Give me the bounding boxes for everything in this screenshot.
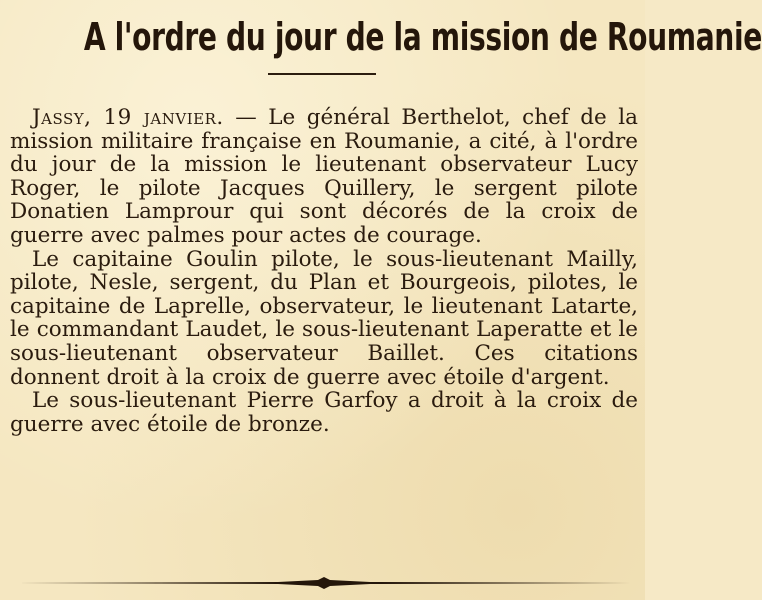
headline-divider: [268, 73, 376, 75]
headline: A l'ordre du jour de la mission de Roumanie: [83, 15, 762, 59]
paragraph-3: Le sous-lieutenant Pierre Garfoy a droit à la croix de guerre avec étoile de bronze.: [10, 388, 638, 437]
paragraph-1-text: — Le général Berthelot, chef de la mission militaire française en Roumanie, a cité, à l'ordre du jour de la mission le lieutenant observateur Lucy Roger, le pilote Jacques Quillery, le sergent pilote Donatien Lamprour qui sont décorés de la croix de guerre avec palmes pour actes de courage.: [10, 105, 638, 248]
article-body: [10, 106, 638, 436]
paragraph-1: [10, 106, 638, 248]
dateline: Jassy, 19 janvier.: [32, 105, 224, 130]
paragraph-2: Le capitaine Goulin pilote, le sous-lieutenant Mailly, pilote, Nesle, sergent, du Plan et Bourgeois, pilotes, le capitaine de Laprelle, observateur, le lieutenant Latarte, le commandant Laudet, le sous-lieutenant Laperatte et le sous-lieutenant observateur Baillet. Ces citations donnent droit à la croix de guerre avec étoile d'argent.: [10, 246, 638, 390]
ornamental-end-rule: [18, 576, 630, 590]
